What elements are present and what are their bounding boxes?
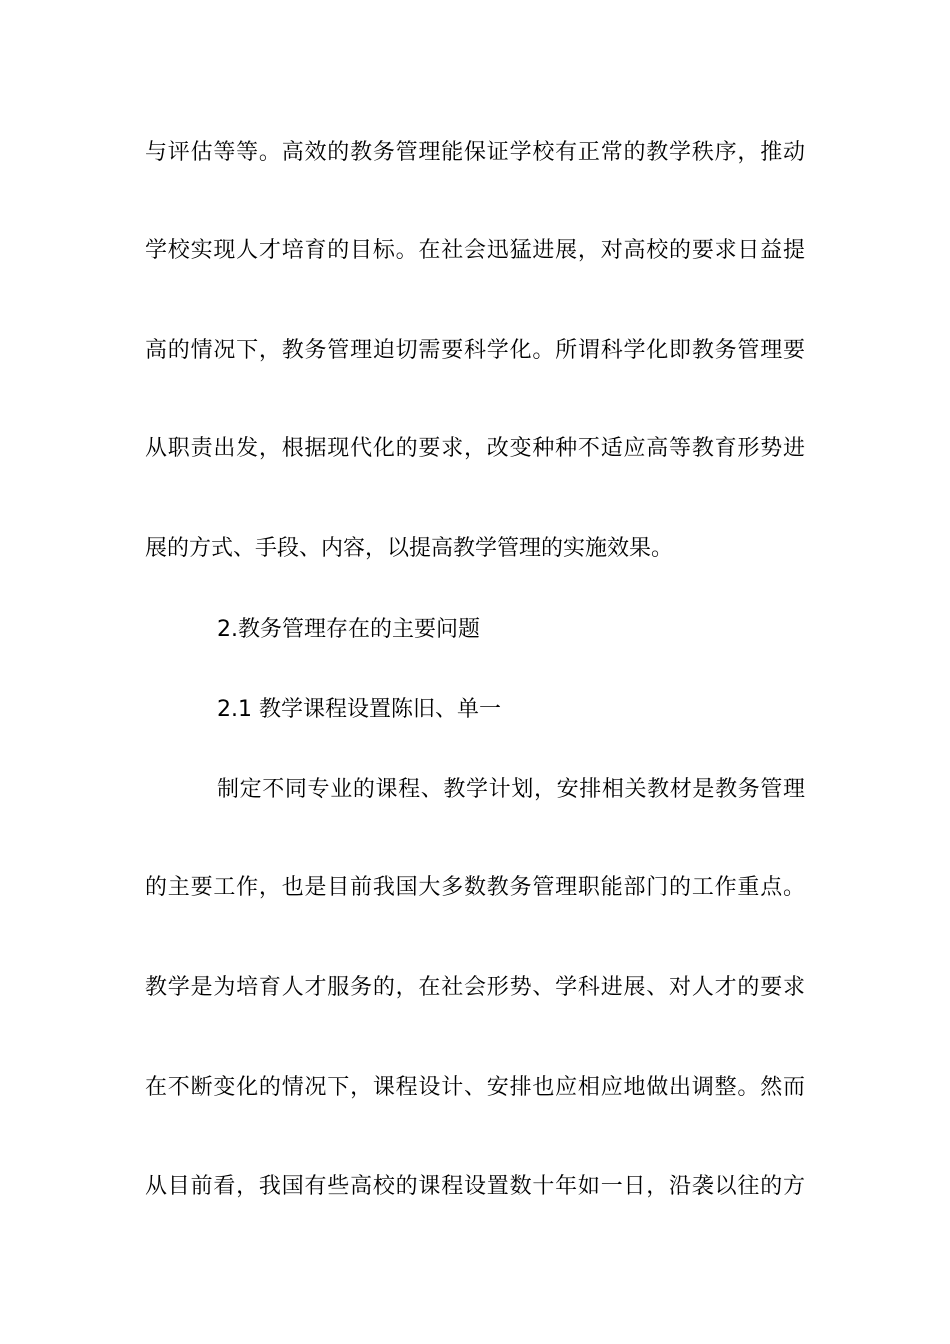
- paragraph-2-line-3: 教学是为培育人才服务的，在社会形势、学科进展、对人才的要求: [145, 975, 805, 1000]
- paragraph-1-line-5: 展的方式、手段、内容，以提高教学管理的实施效果。: [145, 536, 674, 561]
- paragraph-1-line-1: 与评估等等。高效的教务管理能保证学校有正常的教学秩序，推动: [145, 140, 805, 165]
- paragraph-2-line-5: 从目前看，我国有些高校的课程设置数十年如一日，沿袭以往的方: [145, 1174, 805, 1199]
- section-heading: 2.教务管理存在的主要问题: [217, 617, 480, 642]
- paragraph-1-line-2: 学校实现人才培育的目标。在社会迅猛进展，对高校的要求日益提: [145, 238, 805, 263]
- paragraph-2-line-4: 在不断变化的情况下，课程设计、安排也应相应地做出调整。然而: [145, 1075, 805, 1100]
- paragraph-2-line-2: 的主要工作，也是目前我国大多数教务管理职能部门的工作重点。: [145, 875, 805, 900]
- paragraph-1-line-4: 从职责出发，根据现代化的要求，改变种种不适应高等教育形势进: [145, 436, 805, 461]
- subsection-heading: 2.1 教学课程设置陈旧、单一: [217, 697, 501, 722]
- paragraph-1-line-3: 高的情况下，教务管理迫切需要科学化。所谓科学化即教务管理要: [145, 338, 805, 363]
- paragraph-2-line-1: 制定不同专业的课程、教学计划，安排相关教材是教务管理: [217, 777, 805, 802]
